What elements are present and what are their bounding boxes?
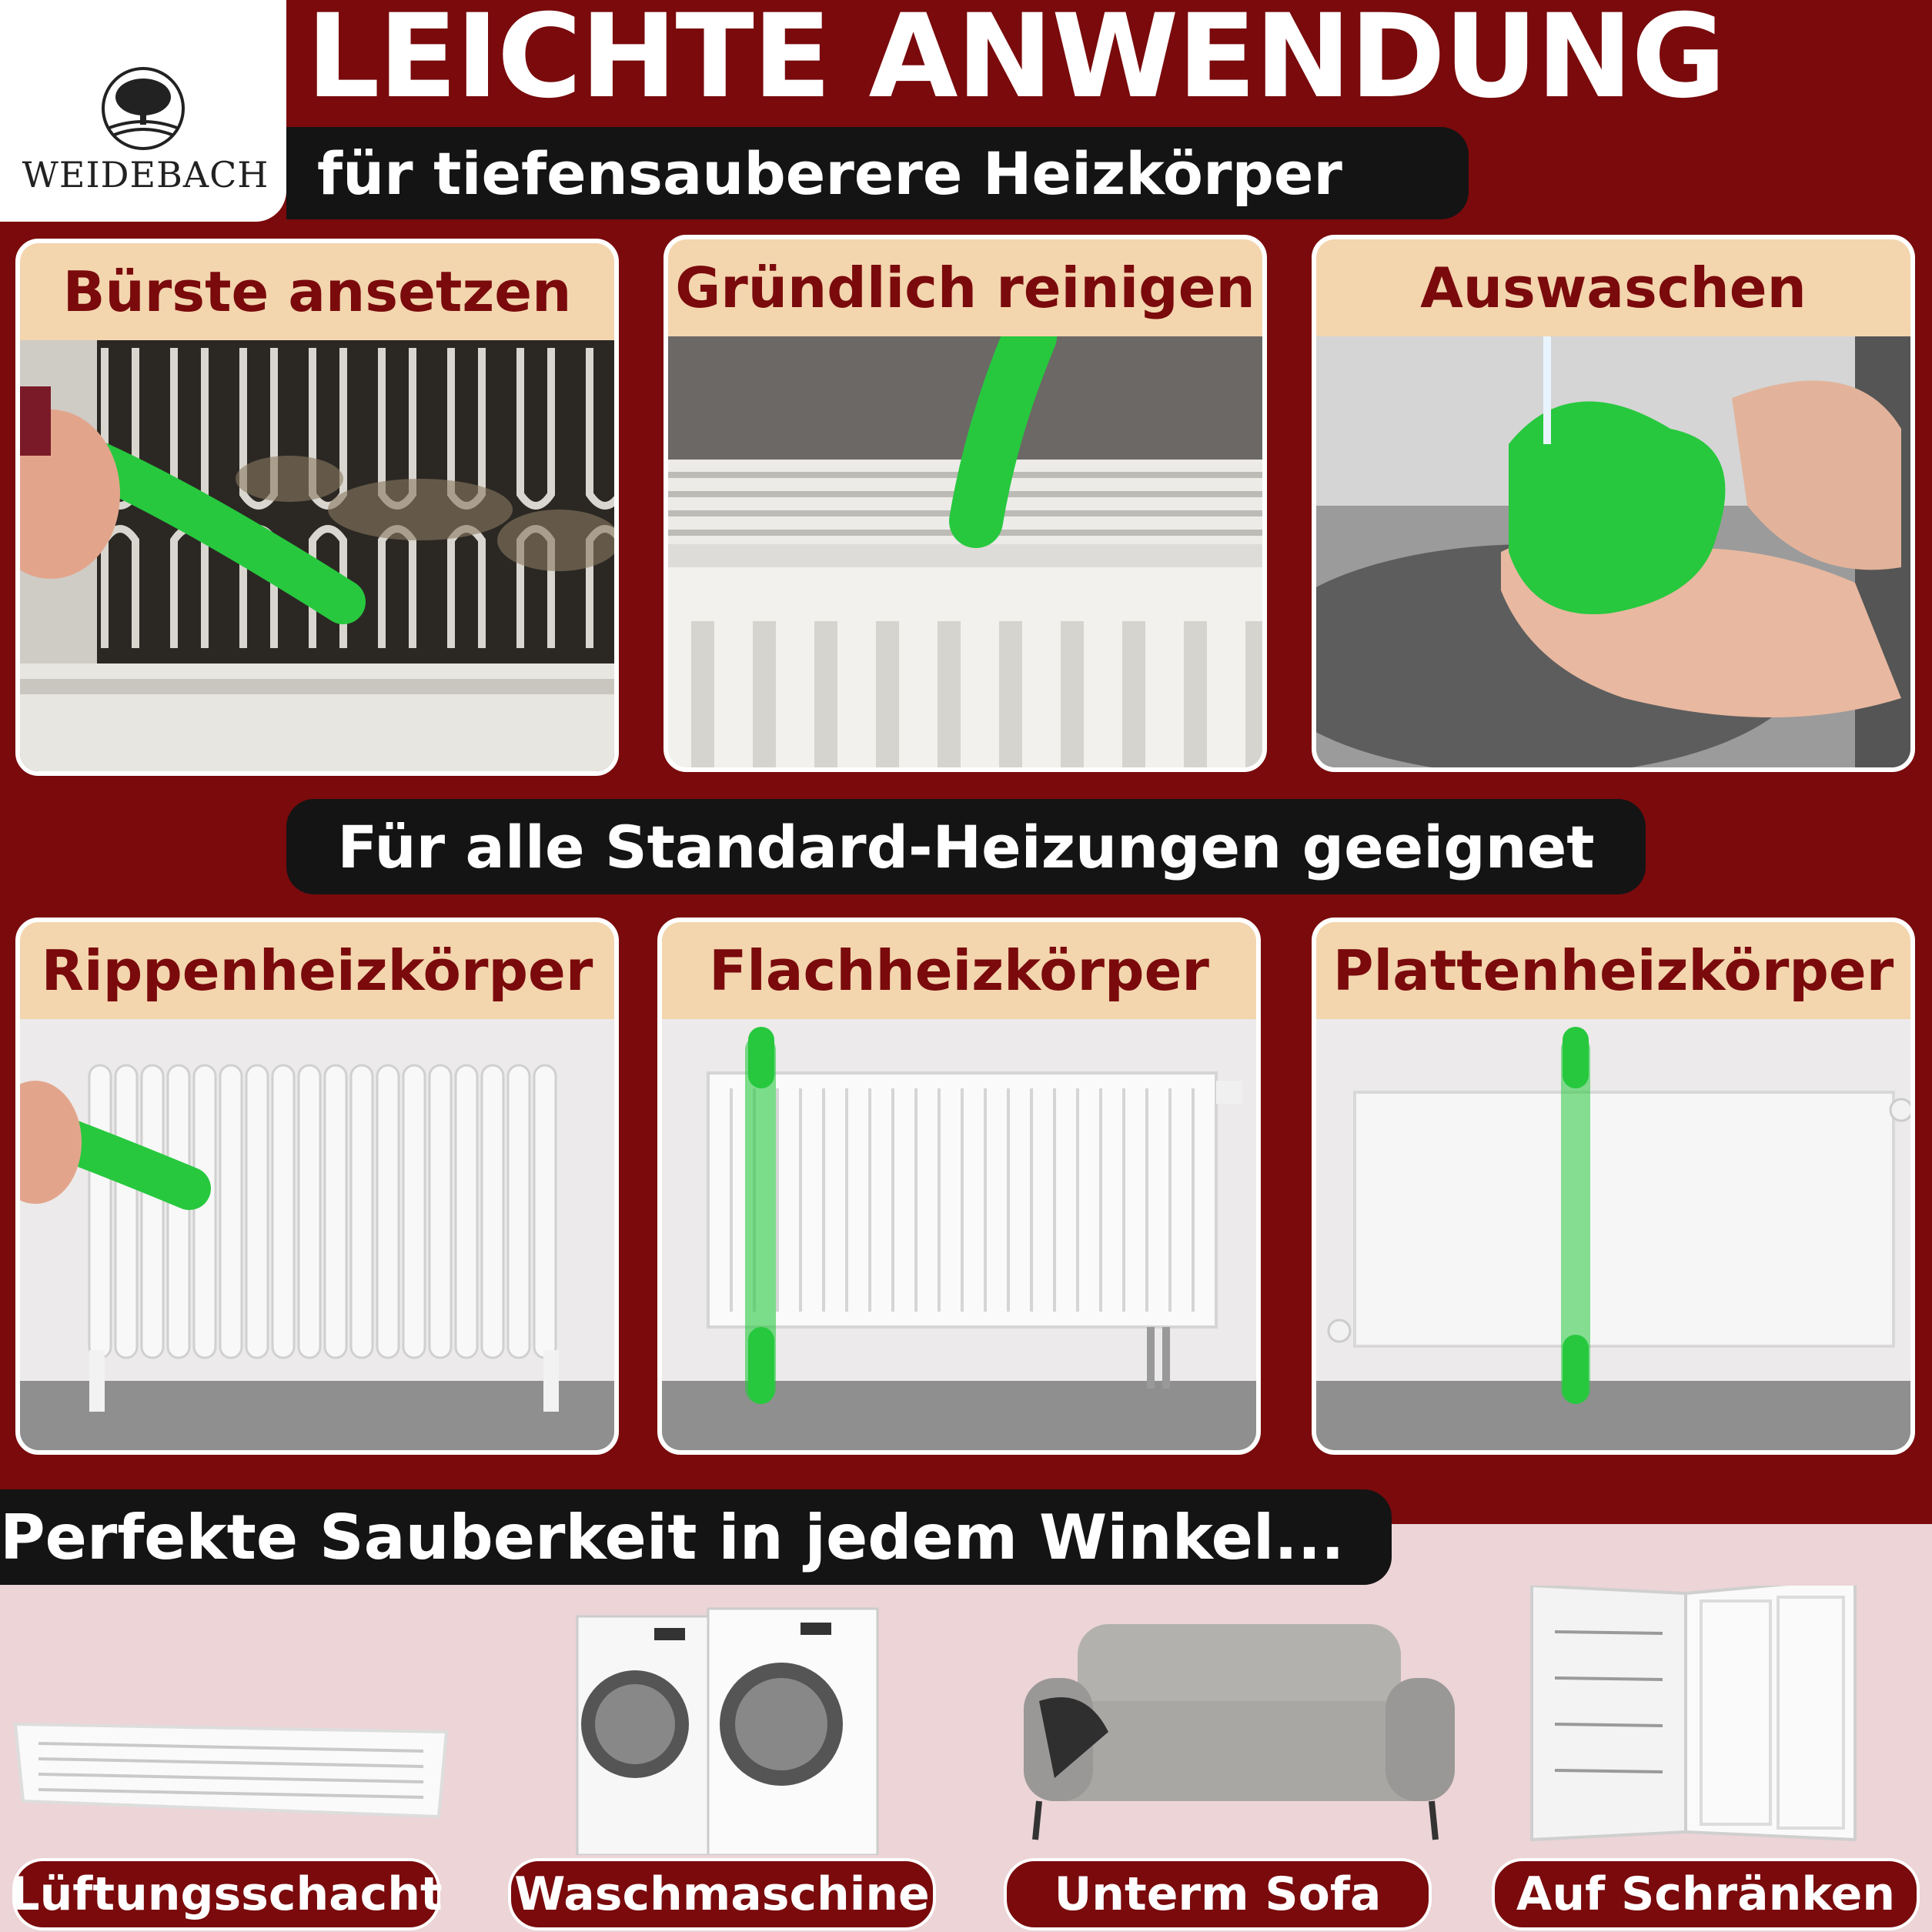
step-image-cleaning-radiator	[668, 336, 1262, 767]
step-card-2	[663, 235, 1267, 772]
radiator-type-label: Flachheizkörper	[662, 922, 1256, 1019]
tree-logo-icon	[99, 66, 188, 151]
compatibility-banner: Für alle Standard-Heizungen geeignet	[286, 799, 1646, 894]
step-card-3	[1312, 235, 1915, 772]
logo-wordmark: WEIDEBACH	[22, 154, 269, 196]
cabinet-image	[1532, 1586, 1855, 1840]
radiator-image-flat	[662, 1019, 1256, 1450]
place-tag-4: Auf Schränken	[1492, 1858, 1920, 1930]
place-tag-1: Lüftungsschacht	[12, 1858, 440, 1930]
step-label: Gründlich reinigen	[668, 239, 1262, 336]
step-card-1	[15, 239, 619, 776]
radiator-card-flach	[657, 918, 1261, 1455]
radiator-image-column	[20, 1019, 614, 1450]
radiator-image-panel	[1316, 1019, 1910, 1450]
step-label: Auswaschen	[1316, 239, 1910, 336]
washing-machine-image	[577, 1609, 877, 1855]
step-image-dusty-radiator	[20, 340, 614, 771]
radiator-card-platten	[1312, 918, 1915, 1455]
sofa-image	[1024, 1624, 1455, 1840]
step-label: Bürste ansetzen	[20, 243, 614, 340]
brand-logo	[0, 0, 286, 222]
step-image-washing-brush	[1316, 336, 1910, 767]
subtitle-banner: für tiefensauberere Heizkörper	[286, 127, 1469, 219]
bottom-illustrations	[0, 1586, 1932, 1855]
radiator-type-label: Plattenheizkörper	[1316, 922, 1910, 1019]
place-tag-3: Unterm Sofa	[1004, 1858, 1432, 1930]
place-tag-2: Waschmaschine	[508, 1858, 936, 1930]
air-vent-image	[15, 1724, 446, 1817]
radiator-card-rippen	[15, 918, 619, 1455]
cleanliness-banner: Perfekte Sauberkeit in jedem Winkel...	[0, 1489, 1392, 1585]
radiator-type-label: Rippenheizkörper	[20, 922, 614, 1019]
page-title: LEICHTE ANWENDUNG	[306, 0, 1725, 124]
